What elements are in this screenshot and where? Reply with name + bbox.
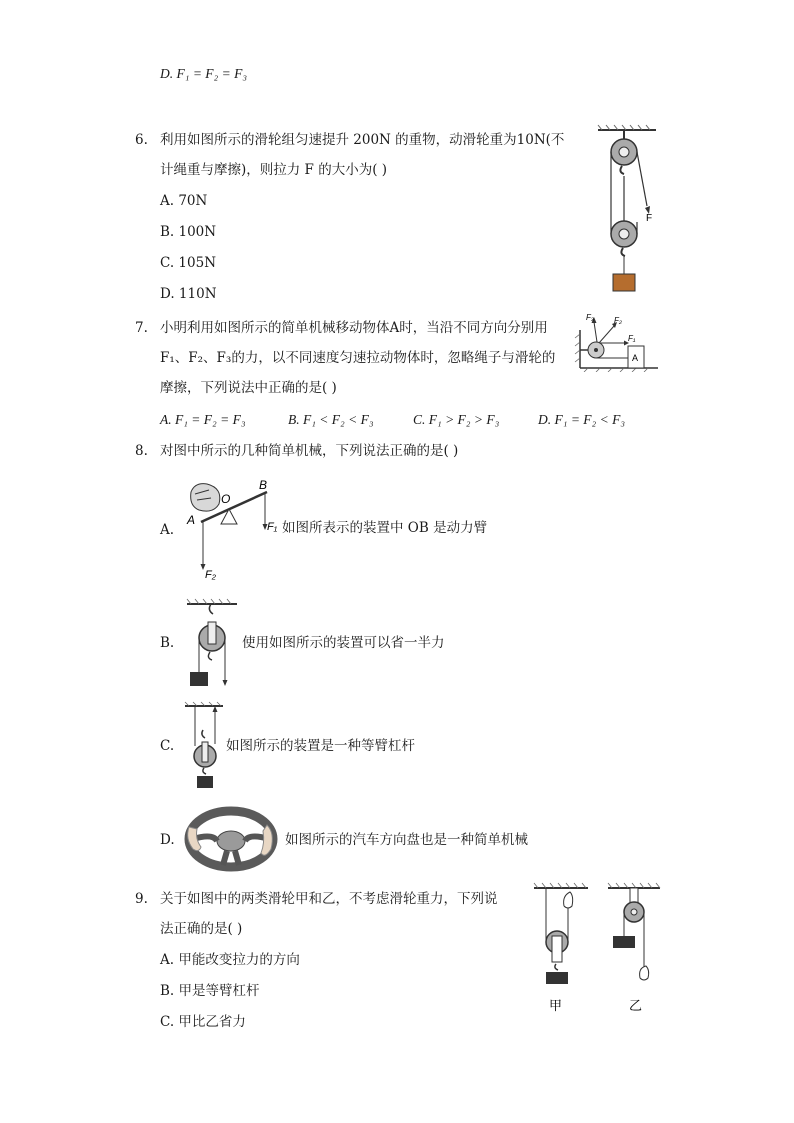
q8-number: 8. — [135, 443, 148, 459]
q9-stem-line1: 关于如图中的两类滑轮甲和乙，不考虑滑轮重力，下列说 — [160, 891, 498, 907]
q7-f1-label: F₁ — [628, 334, 636, 343]
q8-lever-figure — [183, 478, 283, 582]
q6-option-d: D. 110N — [160, 286, 217, 302]
q8-f1-label: F₁ — [267, 521, 278, 533]
q6-pulley-figure — [592, 124, 662, 304]
q8-option-b-text: 使用如图所示的装置可以省一半力 — [242, 635, 445, 651]
q8-option-a-text: 如图所表示的装置中 OB 是动力臂 — [282, 520, 488, 536]
q8-stem: 对图中所示的几种简单机械，下列说法正确的是( ) — [160, 443, 459, 459]
q8-option-d-letter: D. — [160, 832, 175, 848]
q8-fulcrum-label: O — [221, 492, 231, 506]
q7-figure — [572, 310, 662, 372]
q8-f2-label: F₂ — [205, 569, 216, 581]
q7-number: 7. — [135, 320, 148, 336]
q7-stem-line1: 小明利用如图所示的简单机械移动物体A时，当沿不同方向分别用 — [160, 320, 548, 336]
q7-option-a: A. F₁ = F₂ = F₃ — [160, 412, 246, 427]
q6-number: 6. — [135, 132, 148, 148]
q6-option-a: A. 70N — [160, 193, 208, 209]
q6-stem-line2: 计绳重与摩擦)，则拉力 F 的大小为( ) — [160, 162, 388, 178]
q8-movable-pulley-figure — [183, 596, 243, 690]
q7-option-b: B. F₁ < F₂ < F₃ — [288, 412, 374, 427]
q5-option-d: D. F₁ = F₂ = F₃ — [160, 66, 248, 81]
q9-stem-line2: 法正确的是( ) — [160, 921, 243, 937]
q6-option-c: C. 105N — [160, 255, 217, 271]
q9-option-c: C. 甲比乙省力 — [160, 1014, 246, 1030]
q8-steering-wheel-figure — [183, 805, 283, 873]
q8-point-b-label: B — [259, 478, 268, 492]
q7-option-d: D. F₁ = F₂ < F₃ — [538, 412, 626, 427]
q8-point-a-label: A — [187, 513, 196, 527]
q7-f2-label: F₂ — [614, 316, 622, 325]
q6-stem-line1: 利用如图所示的滑轮组匀速提升 200N 的重物，动滑轮重为10N(不 — [160, 132, 565, 148]
q7-f3-label: F₃ — [586, 313, 595, 322]
q7-stem-line2: F₁、F₂、F₃的力，以不同速度匀速拉动物体时，忽略绳子与滑轮的 — [160, 350, 556, 366]
q8-option-b-letter: B. — [160, 635, 175, 651]
q9-label-yi: 乙 — [629, 998, 643, 1013]
q6-force-label: F — [646, 213, 653, 224]
q9-pulleys-figure — [530, 880, 665, 1015]
q9-option-a: A. 甲能改变拉力的方向 — [160, 952, 300, 968]
q9-option-b: B. 甲是等臂杠杆 — [160, 983, 260, 999]
q7-option-c: C. F₁ > F₂ > F₃ — [413, 412, 500, 427]
q8-option-c-text: 如图所示的装置是一种等臂杠杆 — [226, 738, 415, 754]
q6-option-b: B. 100N — [160, 224, 217, 240]
q8-option-d-text: 如图所示的汽车方向盘也是一种简单机械 — [285, 832, 528, 848]
q8-fixed-pulley-figure — [183, 700, 227, 792]
q7-object-label: A — [632, 353, 639, 363]
q9-number: 9. — [135, 891, 148, 907]
q7-stem-line3: 摩擦，下列说法中正确的是( ) — [160, 380, 337, 396]
q8-option-a-letter: A. — [160, 522, 175, 538]
q8-option-c-letter: C. — [160, 738, 175, 754]
q9-label-jia: 甲 — [549, 998, 563, 1013]
